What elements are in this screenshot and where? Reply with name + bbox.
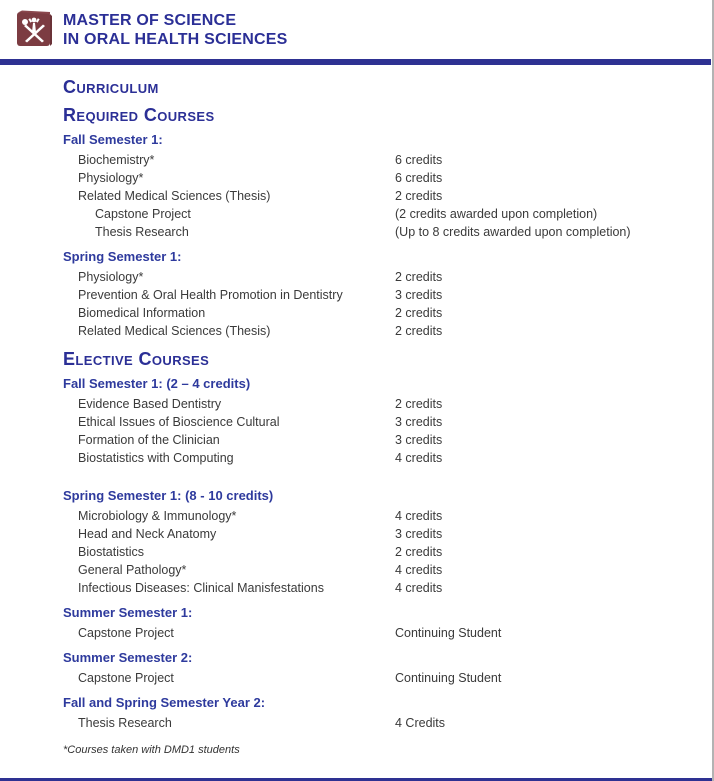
course-name: Biostatistics <box>78 545 144 559</box>
header-divider <box>0 59 711 65</box>
course-name: Physiology* <box>78 270 144 284</box>
course-name: Biomedical Information <box>78 306 206 320</box>
footnote: *Courses taken with DMD1 students <box>63 744 240 756</box>
course-name: Head and Neck Anatomy <box>78 527 217 541</box>
table-row <box>63 413 694 431</box>
page-title: Curriculum <box>63 77 159 97</box>
course-name: Microbiology & Immunology* <box>78 509 237 523</box>
section-heading-required-courses: Required Courses <box>63 105 215 125</box>
course-credits: 4 credits <box>395 509 443 523</box>
table-row <box>63 624 694 642</box>
table-row <box>63 525 694 543</box>
course-credits: 2 credits <box>395 306 443 320</box>
course-credits: 2 credits <box>395 545 443 559</box>
course-name: Biostatistics with Computing <box>78 451 234 465</box>
semester-title-fall-1: Fall Semester 1: <box>63 132 163 147</box>
table-row <box>63 561 694 579</box>
table-row <box>63 543 694 561</box>
table-row <box>63 507 694 525</box>
course-name: Related Medical Sciences (Thesis) <box>78 189 271 203</box>
course-credits: 4 Credits <box>395 716 446 730</box>
course-credits: 2 credits <box>395 324 443 338</box>
table-row <box>63 714 694 732</box>
header-title <box>63 10 287 49</box>
course-name: Prevention & Oral Health Promotion in Dentistry <box>78 288 343 302</box>
course-name: Ethical Issues of Bioscience Cultural <box>78 415 280 429</box>
semester-title-spring-1: Spring Semester 1: <box>63 249 182 264</box>
course-credits: 2 credits <box>395 397 443 411</box>
table-row <box>63 187 694 205</box>
table-row <box>63 304 694 322</box>
course-credits: 4 credits <box>395 451 443 465</box>
table-row <box>63 395 694 413</box>
course-credits: 6 credits <box>395 153 443 167</box>
course-name: Infectious Diseases: Clinical Manisfestations <box>78 581 324 595</box>
course-name: Capstone Project <box>78 671 174 685</box>
page-header <box>0 0 714 49</box>
table-row <box>63 205 694 223</box>
table-row <box>63 268 694 286</box>
course-name: Evidence Based Dentistry <box>78 397 222 411</box>
header-title-line2: IN ORAL HEALTH SCIENCES <box>63 31 288 48</box>
table-row <box>63 322 694 340</box>
table-row <box>63 579 694 597</box>
header-title-line1: MASTER OF SCIENCE <box>63 12 237 29</box>
table-row <box>63 169 694 187</box>
course-name: Biochemistry* <box>78 153 155 167</box>
semester-title-summer-2: Summer Semester 2: <box>63 650 193 665</box>
university-book-emblem-icon <box>16 10 53 48</box>
course-name: Capstone Project <box>78 626 174 640</box>
course-name: General Pathology* <box>78 563 187 577</box>
course-credits: 2 credits <box>395 270 443 284</box>
table-row <box>63 286 694 304</box>
course-credits: 4 credits <box>395 563 443 577</box>
course-name: Formation of the Clinician <box>78 433 220 447</box>
course-name: Thesis Research <box>78 716 172 730</box>
course-credits: Continuing Student <box>395 626 502 640</box>
course-credits: (Up to 8 credits awarded upon completion) <box>395 225 631 239</box>
course-credits: 3 credits <box>395 527 443 541</box>
section-heading-elective-courses: Elective Courses <box>63 349 210 369</box>
course-credits: 3 credits <box>395 288 443 302</box>
semester-title-summer-1: Summer Semester 1: <box>63 605 193 620</box>
course-credits: 2 credits <box>395 189 443 203</box>
curriculum-content <box>63 79 694 756</box>
table-row <box>63 669 694 687</box>
table-row <box>63 449 694 467</box>
table-row <box>63 223 694 241</box>
table-row <box>63 151 694 169</box>
course-credits: 6 credits <box>395 171 443 185</box>
course-name: Thesis Research <box>95 225 189 239</box>
course-credits: Continuing Student <box>395 671 502 685</box>
course-name: Physiology* <box>78 171 144 185</box>
semester-title-elective-spring-1: Spring Semester 1: (8 - 10 credits) <box>63 488 274 503</box>
semester-title-elective-fall-1: Fall Semester 1: (2 – 4 credits) <box>63 376 251 391</box>
table-row <box>63 431 694 449</box>
course-name: Capstone Project <box>95 207 191 221</box>
course-credits: 4 credits <box>395 581 443 595</box>
course-credits: (2 credits awarded upon completion) <box>395 207 598 221</box>
course-name: Related Medical Sciences (Thesis) <box>78 324 271 338</box>
course-credits: 3 credits <box>395 415 443 429</box>
course-credits: 3 credits <box>395 433 443 447</box>
semester-title-fall-spring-year-2: Fall and Spring Semester Year 2: <box>63 695 266 710</box>
